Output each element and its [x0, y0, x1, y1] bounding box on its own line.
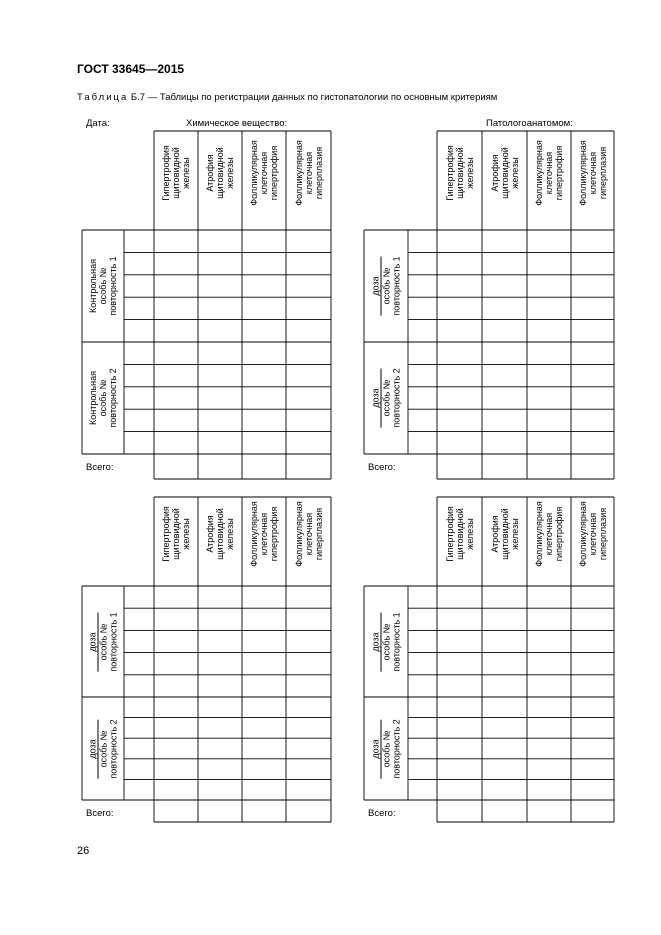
- caption-word: Таблица: [77, 92, 129, 103]
- chemical-label: Химическое вещество:: [186, 118, 288, 129]
- total-label-4: Всего:: [368, 808, 396, 819]
- pathologist-label: Патологоанатомом:: [486, 118, 573, 129]
- caption-text: Б.7 — Таблицы по регистрации данных по гистопатологии по основным критериям: [130, 92, 498, 103]
- total-label-1: Всего:: [86, 462, 114, 473]
- total-label-3: Всего:: [86, 808, 114, 819]
- page-number: 26: [77, 845, 90, 857]
- standard-number: ГОСТ 33645—2015: [77, 62, 185, 76]
- total-label-2: Всего:: [368, 462, 396, 473]
- date-label: Дата:: [86, 118, 110, 129]
